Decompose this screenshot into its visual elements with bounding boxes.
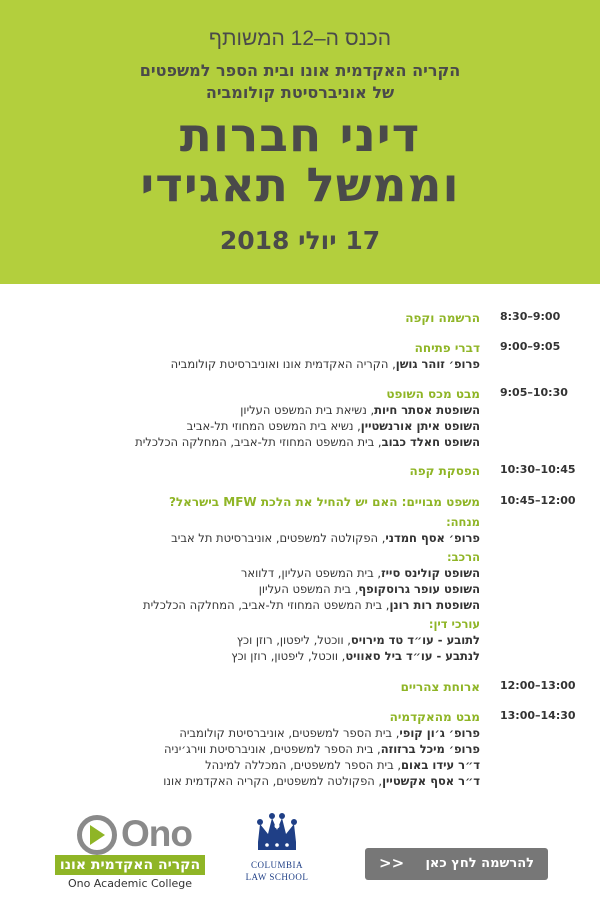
- event-date: 17 יולי 2018: [219, 226, 381, 255]
- register-button-label: להרשמה לחץ כאן: [425, 856, 534, 871]
- columbia-law-logo: [242, 810, 312, 890]
- speaker-name: פרופ׳ זוהר גושן: [395, 357, 480, 371]
- event-title-line-2: וממשל תאגידי: [140, 158, 460, 213]
- group-label: עורכי דין:: [428, 617, 480, 631]
- speaker-line: [10, 741, 480, 757]
- speaker-line: [10, 565, 480, 581]
- event-header: [0, 0, 600, 284]
- group-label: הרכב:: [447, 550, 480, 564]
- columbia-line-1: COLUMBIA: [250, 860, 303, 870]
- agenda-time: 9:05–10:30: [500, 386, 568, 399]
- ono-logo-hebrew: הקריה האקדמית אונו: [55, 855, 205, 875]
- crown-icon: [254, 812, 300, 856]
- agenda-title: הרשמה וקפה: [405, 311, 480, 325]
- organizers-line-1: הקריה האקדמית אונו ובית הספר למשפטים: [139, 61, 461, 80]
- speaker-affiliation: , בית המשפט העליון: [258, 582, 359, 596]
- ono-logo-english: Ono Academic College: [67, 877, 193, 890]
- ono-logo-word: Ono: [121, 813, 192, 854]
- speaker-name: השופט קולינס סייז: [381, 566, 480, 580]
- speaker-line: [10, 648, 480, 664]
- agenda-time: 13:00–14:30: [500, 709, 576, 722]
- speaker-line: [10, 757, 480, 773]
- agenda-title: מבט מכס השופט: [386, 387, 480, 401]
- speaker-line: [10, 632, 480, 648]
- speaker-name: השופט עופר גרוסקופף: [358, 582, 480, 596]
- ono-logo: [55, 815, 205, 895]
- speaker-affiliation: , הפקולטה למשפטים, אוניברסיטת תל אביב: [171, 531, 386, 545]
- agenda-time: 10:30–10:45: [500, 463, 576, 476]
- double-chevron-icon: >>: [379, 854, 405, 872]
- speaker-name: לנתבע - עו״ד ביל סאוויט: [345, 649, 480, 663]
- play-icon: [90, 825, 105, 845]
- speaker-affiliation: , ווכטל, ליפטון, רוזן וכץ: [236, 633, 351, 647]
- speaker-line: [10, 434, 480, 450]
- speaker-line: [10, 356, 480, 372]
- speaker-line: [10, 725, 480, 741]
- speaker-name: השופט איתן אורנשטיין: [360, 419, 480, 433]
- agenda-time: 10:45–12:00: [500, 494, 576, 507]
- speaker-line: [10, 530, 480, 546]
- speaker-name: השופטת אסתר חיות: [374, 403, 480, 417]
- speaker-line: [10, 418, 480, 434]
- speaker-affiliation: , בית הספר למשפטים, אוניברסיטת ווירג׳יניה: [164, 742, 381, 756]
- conference-edition: הכנס ה–12 המשותף: [208, 27, 392, 50]
- speaker-name: השופט חאלד כבוב: [381, 435, 480, 449]
- speaker-affiliation: , נשיאת בית המשפט העליון: [240, 403, 375, 417]
- speaker-affiliation: , בית הספר למשפטים, אוניברסיטת קולומביה: [179, 726, 400, 740]
- speaker-affiliation: , נשיא בית המשפט המחוזי תל-אביב: [186, 419, 361, 433]
- speaker-line: [10, 581, 480, 597]
- speaker-affiliation: , בית הספר למשפטים, המכללה למינהל: [205, 758, 402, 772]
- speaker-affiliation: , בית המשפט העליון, דלוואר: [240, 566, 382, 580]
- agenda-title: הפסקת קפה: [409, 464, 480, 478]
- agenda-title: משפט מבויים: האם יש להחיל את הלכת MFW בישראל?: [168, 495, 480, 509]
- speaker-name: פרופ׳ אסף חמדני: [385, 531, 480, 545]
- speaker-name: ד״ר אסף אקשטיין: [382, 774, 480, 788]
- speaker-name: פרופ׳ ג׳ון קופי: [399, 726, 480, 740]
- agenda-time: 8:30–9:00: [500, 310, 561, 323]
- event-title-line-1: דיני חברות: [179, 108, 421, 163]
- columbia-line-2: LAW SCHOOL: [245, 872, 309, 882]
- speaker-name: השופטת רות רונן: [389, 598, 480, 612]
- agenda-time: 12:00–13:00: [500, 679, 576, 692]
- agenda-title: דברי פתיחה: [414, 341, 480, 355]
- agenda-time: 9:00–9:05: [500, 340, 561, 353]
- agenda-title: ארוחת צהריים: [400, 680, 480, 694]
- speaker-affiliation: , ווכטל, ליפטון, רוזן וכץ: [231, 649, 346, 663]
- speaker-affiliation: , הפקולטה למשפטים, הקריה האקדמית אונו: [163, 774, 383, 788]
- speaker-line: [10, 597, 480, 613]
- speaker-line: [10, 402, 480, 418]
- speaker-name: פרופ׳ מיכל ברזוזה: [380, 742, 480, 756]
- speaker-line: [10, 773, 480, 789]
- speaker-name: לתובע - עו״ד טד מירויס: [350, 633, 480, 647]
- register-button[interactable]: [365, 848, 548, 880]
- ono-logo-mark: [77, 813, 192, 857]
- agenda-title: מבט מהאקדמיה: [389, 710, 480, 724]
- group-label: מנחה:: [446, 515, 480, 529]
- footer: [0, 810, 600, 900]
- speaker-affiliation: , בית המשפט המחוזי תל-אביב, המחלקה הכלכלית: [135, 435, 382, 449]
- speaker-affiliation: , הקריה האקדמית אונו ואוניברסיטת קולומביה: [170, 357, 396, 371]
- organizers-line-2: של אוניברסיטת קולומביה: [205, 83, 395, 102]
- speaker-affiliation: , בית המשפט המחוזי תל-אביב, המחלקה הכלכלית: [143, 598, 390, 612]
- speaker-name: ד״ר עידו באום: [401, 758, 480, 772]
